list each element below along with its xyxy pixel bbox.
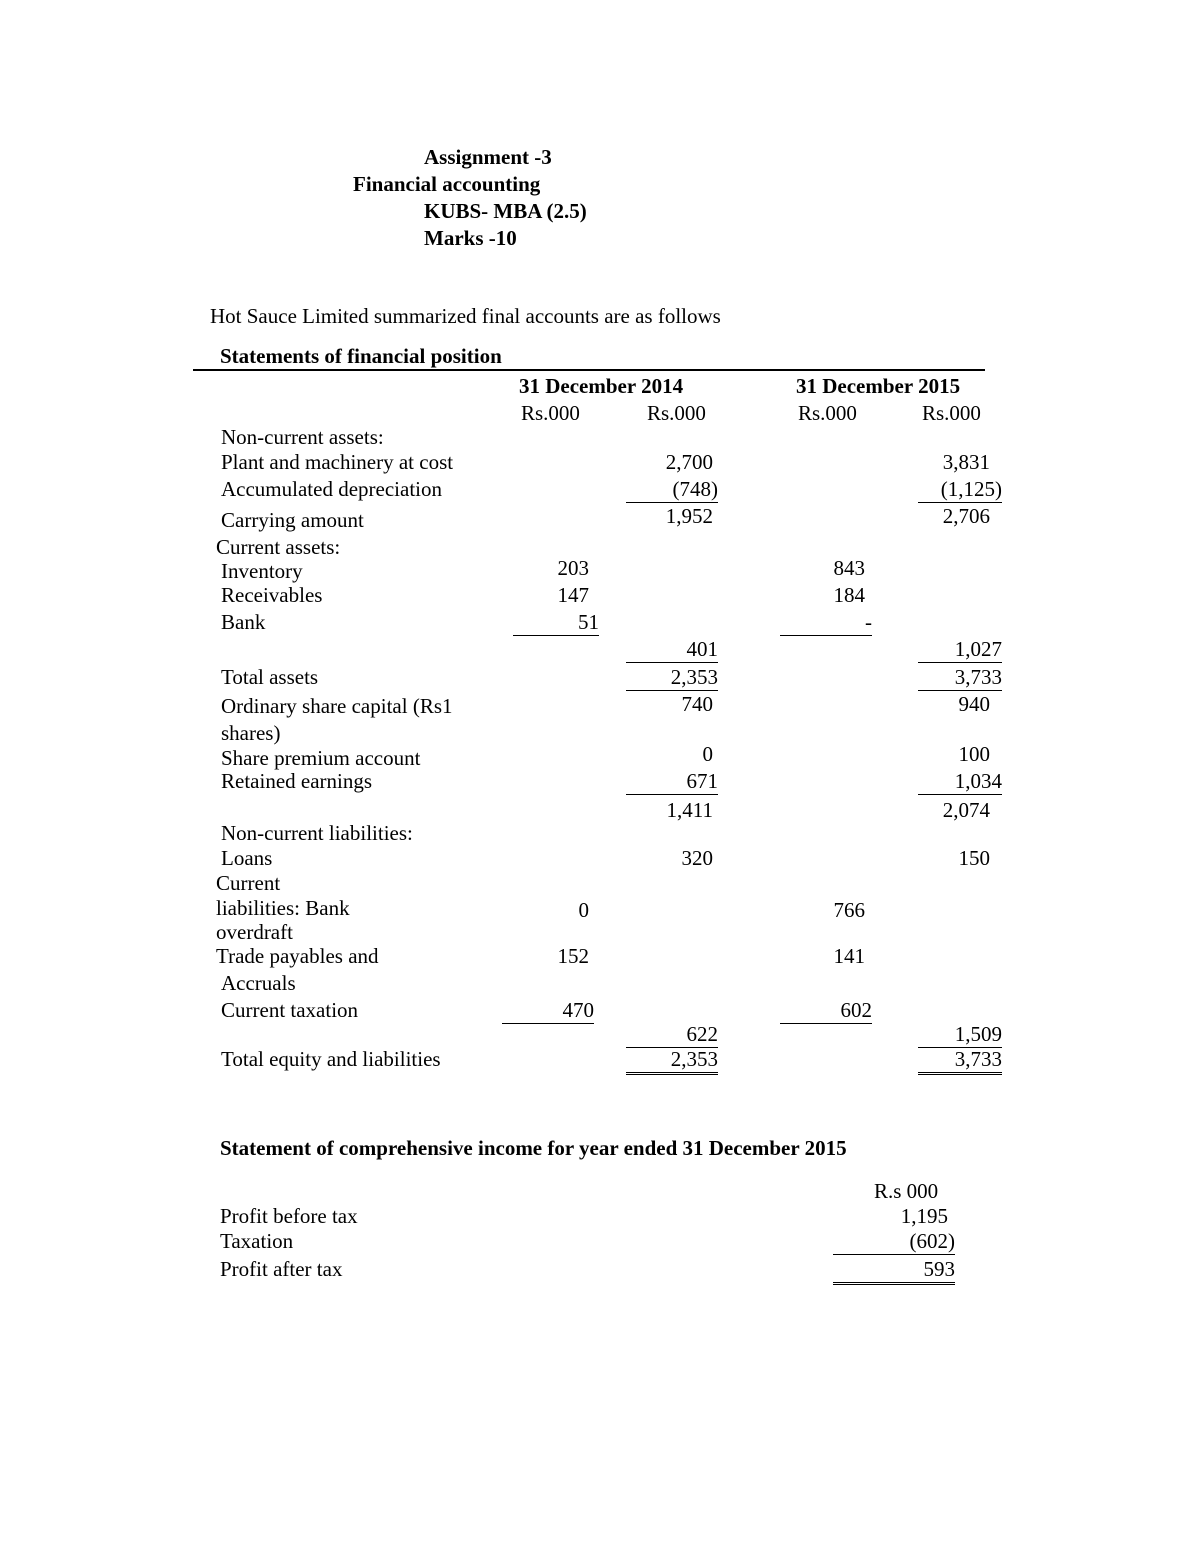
label-current-taxation: Current taxation <box>221 998 359 1022</box>
value-total-assets-2015: 3,733 <box>918 667 1002 691</box>
value-inventory-2015: 843 <box>833 556 865 580</box>
value-trade-payables-2014: 152 <box>557 944 589 968</box>
col-header-2014: 31 December 2014 <box>519 374 684 398</box>
label-plant: Plant and machinery at cost <box>221 450 454 474</box>
label-loans: Loans <box>221 846 273 870</box>
value-retained-2014: 671 <box>626 771 718 795</box>
value-share-capital-2015: 940 <box>958 692 990 716</box>
program-title: KUBS- MBA (2.5) <box>424 199 587 223</box>
value-loans-2015: 150 <box>958 846 990 870</box>
soci-title: Statement of comprehensive income for year ended 31 December 2015 <box>220 1136 847 1160</box>
label-retained-earnings: Retained earnings <box>221 769 373 793</box>
value-equity-total-2015: 2,074 <box>942 798 990 822</box>
label-profit-after-tax: Profit after tax <box>220 1257 343 1281</box>
sofp-title: Statements of financial position <box>220 344 502 368</box>
unit-2014-b: Rs.000 <box>647 401 706 425</box>
value-total-assets-2014: 2,353 <box>626 667 718 691</box>
label-total-assets: Total assets <box>221 665 319 689</box>
label-current-assets: Current assets: <box>216 535 341 559</box>
sofp-top-rule <box>193 369 985 371</box>
label-non-current-assets: Non-current assets: <box>221 425 384 449</box>
value-taxation-2014: 470 <box>502 1000 594 1024</box>
value-ca-total-2014: 401 <box>626 639 718 663</box>
value-taxation: (602) <box>833 1231 955 1255</box>
value-loans-2014: 320 <box>681 846 713 870</box>
value-depreciation-2014: (748) <box>626 479 718 503</box>
value-bank-2015: - <box>780 612 872 636</box>
assignment-title: Assignment -3 <box>424 145 552 169</box>
label-carrying-amount: Carrying amount <box>221 508 364 532</box>
value-plant-2015: 3,831 <box>942 450 990 474</box>
value-equity-total-2014: 1,411 <box>666 798 713 822</box>
label-trade-payables-2: Accruals <box>221 971 296 995</box>
value-share-premium-2015: 100 <box>958 742 990 766</box>
value-total-eq-liab-2015: 3,733 <box>918 1049 1002 1075</box>
value-receivables-2015: 184 <box>833 583 865 607</box>
course-title: Financial accounting <box>353 172 541 196</box>
marks-title: Marks -10 <box>424 226 517 250</box>
value-profit-after-tax: 593 <box>833 1259 955 1285</box>
value-retained-2015: 1,034 <box>918 771 1002 795</box>
unit-2015-a: Rs.000 <box>798 401 857 425</box>
value-cl-total-2015: 1,509 <box>918 1024 1002 1048</box>
soci-unit: R.s 000 <box>874 1179 939 1203</box>
col-header-2015: 31 December 2015 <box>796 374 961 398</box>
value-share-capital-2014: 740 <box>681 692 713 716</box>
label-current-liabilities-1: Current <box>216 871 281 895</box>
value-depreciation-2015: (1,125) <box>918 479 1002 503</box>
label-trade-payables-1: Trade payables and <box>216 944 379 968</box>
label-share-capital-2: shares) <box>221 721 281 745</box>
label-receivables: Receivables <box>221 583 323 607</box>
label-share-premium: Share premium account <box>221 746 421 770</box>
value-cl-total-2014: 622 <box>626 1024 718 1048</box>
label-depreciation: Accumulated depreciation <box>221 477 442 501</box>
value-plant-2014: 2,700 <box>665 450 713 474</box>
value-carrying-2014: 1,952 <box>665 504 713 528</box>
label-share-capital-1: Ordinary share capital (Rs1 <box>221 694 453 718</box>
label-current-liabilities-2: liabilities: Bank <box>216 896 350 920</box>
value-profit-before-tax: 1,195 <box>900 1204 948 1228</box>
unit-2015-b: Rs.000 <box>922 401 981 425</box>
value-inventory-2014: 203 <box>557 556 589 580</box>
unit-2014-a: Rs.000 <box>521 401 580 425</box>
label-bank: Bank <box>221 610 266 634</box>
label-non-current-liabilities: Non-current liabilities: <box>221 821 413 845</box>
value-taxation-2015: 602 <box>780 1000 872 1024</box>
value-carrying-2015: 2,706 <box>942 504 990 528</box>
value-overdraft-2014: 0 <box>578 898 589 922</box>
value-ca-total-2015: 1,027 <box>918 639 1002 663</box>
label-inventory: Inventory <box>221 559 303 583</box>
value-trade-payables-2015: 141 <box>833 944 865 968</box>
label-total-equity-liabilities: Total equity and liabilities <box>221 1047 441 1071</box>
value-share-premium-2014: 0 <box>702 742 713 766</box>
label-profit-before-tax: Profit before tax <box>220 1204 358 1228</box>
label-current-liabilities-3: overdraft <box>216 920 293 944</box>
value-receivables-2014: 147 <box>557 583 589 607</box>
value-bank-2014: 51 <box>513 612 599 636</box>
intro-text: Hot Sauce Limited summarized final accounts are as follows <box>210 304 721 328</box>
value-overdraft-2015: 766 <box>833 898 865 922</box>
label-taxation: Taxation <box>220 1229 294 1253</box>
value-total-eq-liab-2014: 2,353 <box>626 1049 718 1075</box>
